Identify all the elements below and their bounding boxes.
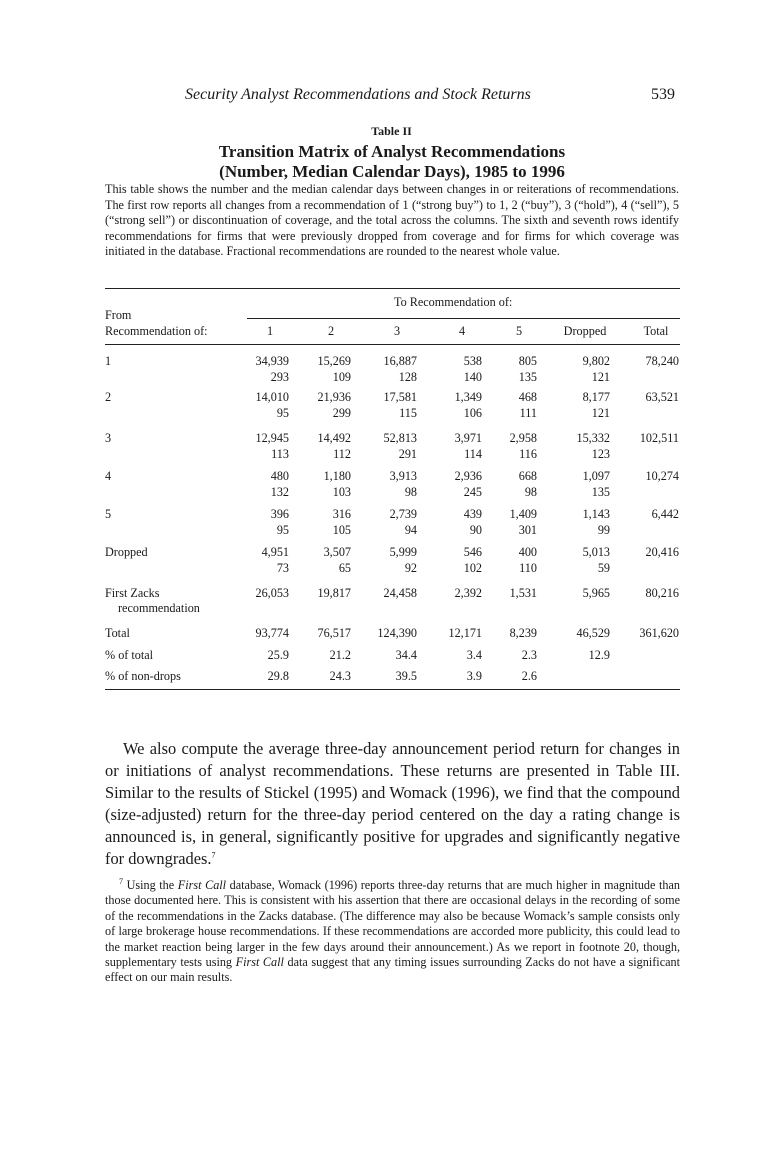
median-days-cell: 115 bbox=[399, 406, 417, 420]
row-label: 1 bbox=[105, 354, 112, 368]
summary-cell: 124,390 bbox=[377, 626, 417, 640]
row-label: Dropped bbox=[105, 545, 148, 559]
column-header: 2 bbox=[327, 324, 335, 338]
count-cell: 1,349 bbox=[454, 390, 482, 404]
row-label: First Zacks bbox=[105, 586, 160, 600]
count-cell: 78,240 bbox=[645, 354, 679, 368]
count-cell: 34,939 bbox=[255, 354, 289, 368]
summary-cell: 21.2 bbox=[329, 648, 351, 662]
count-cell: 5,965 bbox=[582, 586, 610, 600]
table-title-line1: Transition Matrix of Analyst Recommendations bbox=[218, 142, 566, 161]
count-cell: 5,013 bbox=[582, 545, 610, 559]
count-cell: 26,053 bbox=[255, 586, 289, 600]
median-days-cell: 135 bbox=[591, 485, 610, 499]
spanner-rule bbox=[247, 318, 680, 319]
summary-cell: 76,517 bbox=[317, 626, 351, 640]
summary-cell: 2.6 bbox=[521, 669, 537, 683]
count-cell: 546 bbox=[463, 545, 482, 559]
column-header: 1 bbox=[266, 324, 274, 338]
column-header: 5 bbox=[515, 324, 523, 338]
table-caption: This table shows the number and the median calendar days between changes in or reiterations of recommendations. The first row reports all changes from a recommendation of 1 (“strong buy”) to 1, 2 (“buy”), 3 (“hold”), 4 (“sell”), 5 (“strong sell”) or discontinuation of coverage, and the total across the columns. The sixth and seventh rows identify recommendations for firms that were previously dropped from coverage and for firms for which coverage was initiated in the database. Fractional recommendations are rounded to the nearest whole value. bbox=[105, 182, 679, 259]
median-days-cell: 135 bbox=[518, 370, 537, 384]
count-cell: 63,521 bbox=[645, 390, 679, 404]
from-heading-line2: Recommendation of: bbox=[105, 324, 208, 338]
footnote-marker: 7 bbox=[119, 876, 123, 886]
median-days-cell: 301 bbox=[518, 523, 537, 537]
column-header: Dropped bbox=[563, 324, 607, 338]
count-cell: 102,511 bbox=[639, 431, 679, 445]
summary-row-label: Total bbox=[105, 626, 130, 640]
median-days-cell: 95 bbox=[276, 523, 289, 537]
footnote: $^7$ Using the First Call database, Womack (1996) reports three-day returns that are much higher in magnitude than those documented here. This is consistent with his assertion that there are occasional delays in the recording of some of the recommendations in the Zacks database. (The difference may also be because Womack’s sample consists only of large brokerage house recommendations. If these recommendations are accorded more publicity, this could lead to the market reaction being larger in the few days around their announcement.) As we report in footnote 20, though, supplementary tests using First Call data suggest that any timing issues surrounding Zacks do not have a significant effect on our main results. bbox=[105, 876, 680, 985]
count-cell: 5,999 bbox=[389, 545, 417, 559]
count-cell: 3,913 bbox=[389, 469, 417, 483]
summary-cell: 93,774 bbox=[255, 626, 289, 640]
count-cell: 52,813 bbox=[383, 431, 417, 445]
median-days-cell: 99 bbox=[597, 523, 610, 537]
summary-cell: 8,239 bbox=[509, 626, 537, 640]
median-days-cell: 291 bbox=[398, 447, 417, 461]
body-paragraph: We also compute the average three-day announcement period return for changes in or initiations of analyst recommendations. These returns are presented in Table III. Similar to the results of Stickel (1995) and Womack (1996), we find that the compound (size-adjusted) return for the three-day period centered on the day a rating change is announced is, in general, significantly positive for upgrades and significantly negative for downgrades.$^7$ bbox=[105, 739, 680, 868]
median-days-cell: 95 bbox=[276, 406, 289, 420]
median-days-cell: 98 bbox=[524, 485, 537, 499]
row-label: 4 bbox=[105, 469, 112, 483]
count-cell: 17,581 bbox=[383, 390, 417, 404]
count-cell: 6,442 bbox=[651, 507, 679, 521]
row-label: 5 bbox=[105, 507, 112, 521]
count-cell: 439 bbox=[463, 507, 482, 521]
median-days-cell: 132 bbox=[270, 485, 289, 499]
column-header: 4 bbox=[458, 324, 466, 338]
table-title bbox=[105, 142, 679, 182]
count-cell: 15,332 bbox=[576, 431, 610, 445]
first-call-italic: First Call bbox=[177, 878, 227, 892]
count-cell: 19,817 bbox=[317, 586, 351, 600]
count-cell: 1,531 bbox=[509, 586, 537, 600]
from-heading-line1: From bbox=[105, 308, 132, 322]
median-days-cell: 121 bbox=[591, 370, 610, 384]
count-cell: 2,392 bbox=[454, 586, 482, 600]
count-cell: 21,936 bbox=[317, 390, 351, 404]
count-cell: 12,945 bbox=[255, 431, 289, 445]
count-cell: 1,180 bbox=[323, 469, 351, 483]
count-cell: 2,958 bbox=[509, 431, 537, 445]
count-cell: 805 bbox=[518, 354, 537, 368]
count-cell: 2,739 bbox=[389, 507, 417, 521]
summary-cell: 29.8 bbox=[267, 669, 289, 683]
median-days-cell: 103 bbox=[332, 485, 351, 499]
median-days-cell: 140 bbox=[463, 370, 482, 384]
summary-cell: 3.9 bbox=[466, 669, 482, 683]
column-header: 3 bbox=[393, 324, 401, 338]
median-days-cell: 112 bbox=[333, 447, 351, 461]
count-cell: 3,507 bbox=[323, 545, 351, 559]
count-cell: 16,887 bbox=[383, 354, 417, 368]
summary-cell: 2.3 bbox=[521, 648, 537, 662]
median-days-cell: 106 bbox=[463, 406, 482, 420]
median-days-cell: 59 bbox=[597, 561, 610, 575]
count-cell: 20,416 bbox=[645, 545, 679, 559]
median-days-cell: 110 bbox=[519, 561, 537, 575]
median-days-cell: 90 bbox=[469, 523, 482, 537]
median-days-cell: 114 bbox=[464, 447, 482, 461]
median-days-cell: 105 bbox=[332, 523, 351, 537]
summary-cell: 24.3 bbox=[329, 669, 351, 683]
row-label: 2 bbox=[105, 390, 112, 404]
row-label: 3 bbox=[105, 431, 112, 445]
count-cell: 14,010 bbox=[255, 390, 289, 404]
running-title: Security Analyst Recommendations and Stock Returns bbox=[185, 86, 531, 103]
count-cell: 80,216 bbox=[645, 586, 679, 600]
median-days-cell: 98 bbox=[404, 485, 417, 499]
median-days-cell: 121 bbox=[591, 406, 610, 420]
table-title-line2: (Number, Median Calendar Days), 1985 to 1996 bbox=[219, 162, 565, 181]
count-cell: 3,971 bbox=[454, 431, 482, 445]
median-days-cell: 245 bbox=[463, 485, 482, 499]
count-cell: 1,097 bbox=[582, 469, 610, 483]
median-days-cell: 123 bbox=[591, 447, 610, 461]
count-cell: 396 bbox=[270, 507, 289, 521]
column-header: Total bbox=[643, 324, 669, 338]
median-days-cell: 293 bbox=[270, 370, 289, 384]
table-bottom-rule bbox=[105, 689, 680, 690]
summary-cell: 34.4 bbox=[395, 648, 417, 662]
row-label-continuation: recommendation bbox=[118, 601, 200, 615]
count-cell: 15,269 bbox=[317, 354, 351, 368]
footnote-reference: 7 bbox=[211, 850, 216, 860]
count-cell: 400 bbox=[518, 545, 537, 559]
median-days-cell: 111 bbox=[519, 406, 537, 420]
summary-cell: 25.9 bbox=[267, 648, 289, 662]
summary-cell: 39.5 bbox=[395, 669, 417, 683]
count-cell: 1,409 bbox=[509, 507, 537, 521]
count-cell: 10,274 bbox=[645, 469, 679, 483]
median-days-cell: 113 bbox=[271, 447, 289, 461]
count-cell: 538 bbox=[463, 354, 482, 368]
summary-cell: 361,620 bbox=[639, 626, 679, 640]
median-days-cell: 109 bbox=[332, 370, 351, 384]
summary-cell: 46,529 bbox=[576, 626, 610, 640]
summary-cell: 3.4 bbox=[466, 648, 482, 662]
count-cell: 4,951 bbox=[261, 545, 289, 559]
page-number: 539 bbox=[651, 86, 675, 103]
summary-cell: 12.9 bbox=[588, 648, 610, 662]
median-days-cell: 299 bbox=[332, 406, 351, 420]
count-cell: 24,458 bbox=[383, 586, 417, 600]
count-cell: 468 bbox=[518, 390, 537, 404]
count-cell: 14,492 bbox=[317, 431, 351, 445]
spanner-heading: To Recommendation of: bbox=[394, 295, 513, 309]
summary-row-label: % of non-drops bbox=[105, 669, 181, 683]
count-cell: 1,143 bbox=[582, 507, 610, 521]
table-top-rule bbox=[105, 288, 680, 289]
table-label: Table II bbox=[371, 124, 412, 138]
median-days-cell: 92 bbox=[404, 561, 417, 575]
median-days-cell: 65 bbox=[338, 561, 351, 575]
summary-cell: 12,171 bbox=[448, 626, 482, 640]
count-cell: 8,177 bbox=[582, 390, 610, 404]
median-days-cell: 94 bbox=[404, 523, 417, 537]
summary-row-label: % of total bbox=[105, 648, 154, 662]
median-days-cell: 116 bbox=[519, 447, 537, 461]
count-cell: 9,802 bbox=[582, 354, 610, 368]
median-days-cell: 102 bbox=[463, 561, 482, 575]
count-cell: 480 bbox=[270, 469, 289, 483]
header-bottom-rule bbox=[105, 344, 680, 345]
count-cell: 2,936 bbox=[454, 469, 482, 483]
median-days-cell: 73 bbox=[276, 561, 289, 575]
median-days-cell: 128 bbox=[398, 370, 417, 384]
first-call-italic: First Call bbox=[235, 955, 284, 970]
count-cell: 668 bbox=[518, 469, 537, 483]
count-cell: 316 bbox=[332, 507, 351, 521]
